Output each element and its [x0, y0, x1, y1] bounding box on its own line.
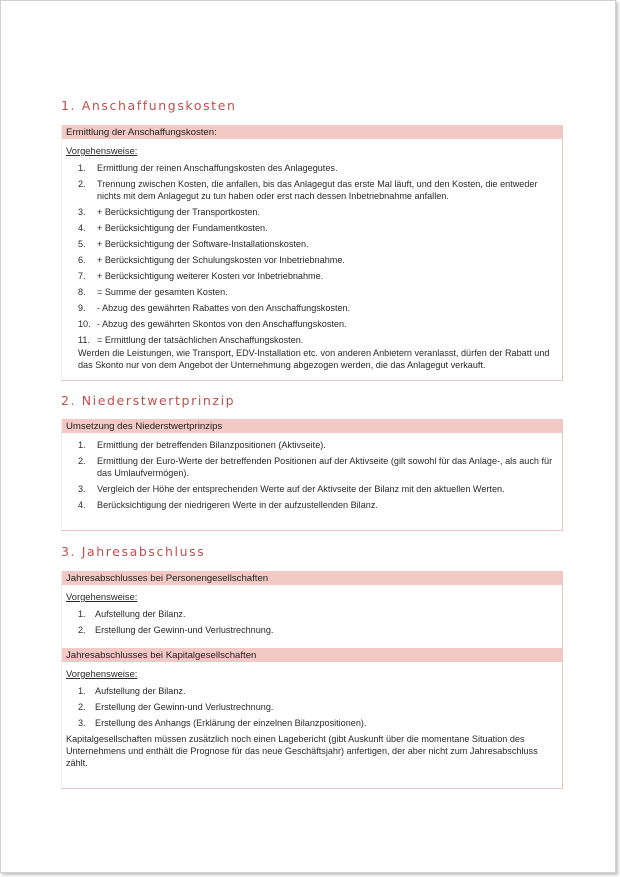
list-item [62, 624, 562, 636]
list-item [62, 608, 562, 620]
section-1-label: Vorgehensweise: [66, 145, 138, 156]
section-2-list [62, 439, 562, 511]
list-item-text: Ermittlung der reinen Anschaffungskosten des Anlagegutes. [97, 163, 338, 173]
list-item [62, 318, 562, 330]
list-item [62, 206, 562, 218]
list-item [62, 701, 562, 713]
list-item [62, 439, 562, 451]
section-1-title: 1. Anschaffungskosten [61, 98, 237, 113]
section-3b-list [62, 685, 562, 729]
list-item-number: 1. [78, 163, 86, 173]
list-item-number: 4. [78, 223, 86, 233]
list-item [62, 302, 562, 314]
list-item-number: 10. [78, 319, 91, 329]
section-3b-label: Vorgehensweise: [66, 668, 138, 679]
list-item-text: = Ermittlung der tatsächlichen Anschaffungskosten. [97, 335, 304, 345]
list-item-number: 6. [78, 255, 86, 265]
list-item-text: = Summe der gesamten Kosten. [97, 287, 228, 297]
section-2-box [61, 419, 563, 531]
list-item-text: Erstellung der Gewinn-und Verlustrechnung. [95, 702, 274, 712]
list-item-number: 3. [78, 207, 86, 217]
list-item-number: 3. [78, 718, 86, 728]
list-item-text: - Abzug des gewährten Skontos von den Anschaffungskosten. [97, 319, 347, 329]
list-item-text: + Berücksichtigung weiterer Kosten vor Inbetriebnahme. [97, 271, 324, 281]
list-item-text: Vergleich der Höhe der entsprechenden Werte auf der Aktivseite der Bilanz mit den aktuellen Werten. [97, 484, 505, 494]
list-item-text: Trennung zwischen Kosten, die anfallen, bis das Anlagegut das erste Mal läuft, und den Kosten, die entweder nichts mit dem Anlagegut zu tun haben oder erst nach dessen Inbetriebnahme anfallen. [97, 179, 538, 201]
section-3a-header-bar: Jahresabschlusses bei Personengesellschaften [62, 571, 562, 585]
list-item [62, 483, 562, 495]
section-3b-header-bar: Jahresabschlusses bei Kapitalgesellschaften [62, 648, 562, 662]
list-item-number: 2. [78, 702, 86, 712]
list-item [62, 717, 562, 729]
list-item [62, 685, 562, 697]
list-item-text: Aufstellung der Bilanz. [95, 686, 186, 696]
section-1-header-bar: Ermittlung der Anschaffungskosten: [62, 125, 562, 139]
list-item-text: - Abzug des gewährten Rabattes von den Anschaffungskosten. [97, 303, 351, 313]
list-item-number: 7. [78, 271, 86, 281]
list-item [62, 162, 562, 174]
list-item [62, 270, 562, 282]
list-item [62, 178, 562, 202]
list-item-number: 1. [78, 440, 86, 450]
section-2-title: 2. Niederstwertprinzip [61, 393, 236, 408]
list-item [62, 499, 562, 511]
list-item-text: Berücksichtigung der niedrigeren Werte in der aufzustellenden Bilanz. [97, 500, 378, 510]
list-item-number: 11. [78, 335, 90, 345]
section-3a-list [62, 608, 562, 636]
list-item-text: Erstellung der Gewinn-und Verlustrechnung. [95, 625, 274, 635]
list-item-number: 1. [78, 609, 86, 619]
list-item [62, 222, 562, 234]
list-item-number: 3. [78, 484, 86, 494]
list-item [62, 238, 562, 250]
list-item-number: 5. [78, 239, 86, 249]
list-item-number: 9. [78, 303, 86, 313]
section-3a-label: Vorgehensweise: [66, 591, 138, 602]
list-item [62, 286, 562, 298]
list-item-number: 2. [78, 179, 86, 189]
section-1-paragraph: Werden die Leistungen, wie Transport, EDV-Installation etc. von anderen Anbietern veranlasst, dürfen der Rabatt und das Skonto nur von dem Angebot der Unternehmung abgezogen werden, die das Anlagegut verkauft. [78, 348, 550, 370]
list-item-text: Erstellung des Anhangs (Erklärung der einzelnen Bilanzpositionen). [95, 718, 367, 728]
list-item-number: 2. [78, 625, 86, 635]
list-item-number: 2. [78, 456, 86, 466]
list-item-text: + Berücksichtigung der Transportkosten. [97, 207, 261, 217]
section-3-title: 3. Jahresabschluss [61, 544, 206, 559]
list-item-text: Ermittlung der Euro-Werte der betreffenden Positionen auf der Aktivseite (gilt sowohl für das Anlage-, als auch für das Umlaufvermögen). [97, 456, 553, 478]
list-item-text: Ermittlung der betreffenden Bilanzpositionen (Aktivseite). [97, 440, 326, 450]
list-item [62, 334, 562, 346]
list-item-text: + Berücksichtigung der Schulungskosten vor Inbetriebnahme. [97, 255, 345, 265]
list-item-number: 1. [78, 686, 86, 696]
list-item-text: + Berücksichtigung der Software-Installationskosten. [97, 239, 309, 249]
section-1-list [62, 162, 562, 346]
list-item-number: 4. [78, 500, 86, 510]
list-item-text: + Berücksichtigung der Fundamentkosten. [97, 223, 268, 233]
list-item-number: 8. [78, 287, 86, 297]
section-1-box [61, 125, 563, 381]
section-3-box [61, 571, 563, 789]
section-2-header-bar: Umsetzung des Niederstwertprinzips [62, 419, 562, 433]
section-3-paragraph: Kapitalgesellschaften müssen zusätzlich noch einen Lagebericht (gibt Auskunft über die momentane Situation des Unternehmens und enthält die Prognose für das neue Geschäftsjahr) anfertigen, der aber nicht zum Jahresabschluss zählt. [66, 734, 538, 768]
list-item [62, 455, 562, 479]
list-item [62, 254, 562, 266]
list-item-text: Aufstellung der Bilanz. [95, 609, 186, 619]
